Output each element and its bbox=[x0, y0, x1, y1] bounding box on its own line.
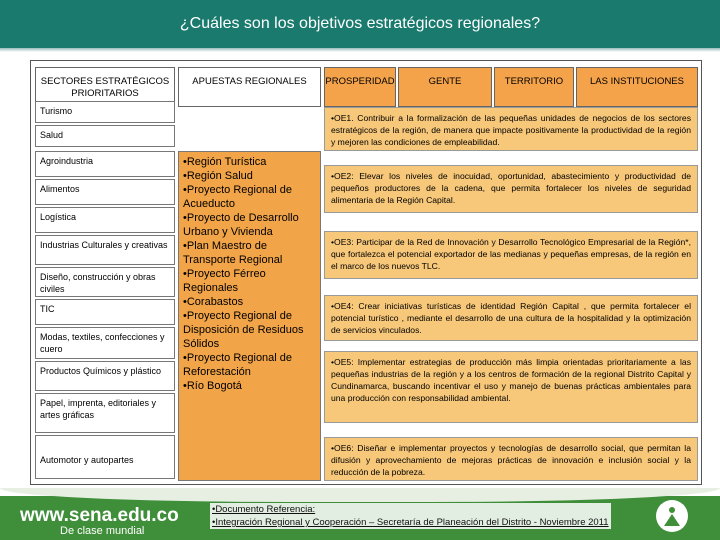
objective-oe6: •OE6: Diseñar e implementar proyectos y tecnologías de desarrollo social, que permitan la difusión y aprovechamiento de mejoras prácticas de innovación e inclusión social y la reducción de la pobreza. bbox=[324, 437, 698, 481]
sena-url-link[interactable]: www.sena.edu.co bbox=[20, 505, 179, 526]
apuesta-item: •Proyecto Férreo Regionales bbox=[183, 268, 266, 294]
header-territorio: TERRITORIO bbox=[494, 67, 574, 107]
sector-cell: Turismo bbox=[35, 101, 175, 123]
sector-cell: Alimentos bbox=[35, 179, 175, 205]
apuesta-item: •Proyecto de Desarrollo Urbano y Vivienda bbox=[183, 212, 299, 238]
sector-cell: Automotor y autopartes bbox=[35, 435, 175, 479]
apuesta-item: •Proyecto Regional de Reforestación bbox=[183, 352, 293, 378]
sena-logo-icon bbox=[656, 500, 688, 532]
objective-oe3: •OE3: Participar de la Red de Innovación y Desarrollo Tecnológico Empresarial de la Región*, que fortalezca el potencial exportador de las medianas y pequeñas empresas, de la región en el marco de los nuevos TLC. bbox=[324, 231, 698, 279]
header-instituciones: LAS INSTITUCIONES bbox=[576, 67, 698, 107]
sector-cell: Salud bbox=[35, 125, 175, 147]
sector-cell: Agroindustria bbox=[35, 151, 175, 177]
page-title: ¿Cuáles son los objetivos estratégicos regionales? bbox=[179, 15, 541, 32]
sector-cell: Diseño, construcción y obras civiles bbox=[35, 267, 175, 297]
header-apuestas: APUESTAS REGIONALES bbox=[178, 67, 321, 107]
apuesta-item: •Corabastos bbox=[183, 296, 244, 308]
header-prosperidad: PROSPERIDAD bbox=[324, 67, 396, 107]
apuesta-item: •Río Bogotá bbox=[183, 380, 242, 392]
sena-tagline: De clase mundial bbox=[60, 525, 145, 537]
objective-oe1: •OE1. Contribuir a la formalización de las pequeñas unidades de negocios de los sectores estratégicos de la región, de manera que impacte positivamente la productividad de la región y mejoren las condiciones de empleabilidad. bbox=[324, 107, 698, 151]
header-sectores: SECTORES ESTRATÉGICOS PRIORITARIOS bbox=[35, 67, 175, 107]
title-bar bbox=[0, 0, 720, 48]
apuestas-list bbox=[178, 151, 321, 481]
title-shadow bbox=[0, 48, 720, 52]
objective-oe2: •OE2: Elevar los niveles de inocuidad, oportunidad, abastecimiento y productividad de pequeños productores de la cadena, que permita fortalecer los niveles de seguridad alimentaria de la Región Capital. bbox=[324, 165, 698, 213]
apuesta-item: •Proyecto Regional de Acueducto bbox=[183, 184, 293, 210]
sector-cell: Modas, textiles, confecciones y cuero bbox=[35, 327, 175, 359]
sector-cell: Logística bbox=[35, 207, 175, 233]
sector-cell: TIC bbox=[35, 299, 175, 325]
references bbox=[210, 503, 611, 529]
objectives-table bbox=[30, 60, 702, 485]
sector-cell: Industrias Culturales y creativas bbox=[35, 235, 175, 265]
apuesta-item: •Región Turística bbox=[183, 156, 267, 168]
apuesta-item: •Región Salud bbox=[183, 170, 253, 182]
apuesta-item: •Proyecto Regional de Disposición de Residuos Sólidos bbox=[183, 310, 304, 350]
objective-oe5: •OE5: Implementar estrategias de producción más limpia orientadas prioritariamente a las pequeñas industrias de la región y a los centros de formación de la regional Distrito Capital y Cundinamarca, buscando incentivar el uso y manejo de buenas prácticas ambientales para una producción con responsabilidad ambiental. bbox=[324, 351, 698, 423]
sector-cell: Papel, imprenta, editoriales y artes gráficas bbox=[35, 393, 175, 433]
sector-cell: Productos Químicos y plástico bbox=[35, 361, 175, 391]
objective-oe4: •OE4: Crear iniciativas turísticas de identidad Región Capital , que permita fortalecer el potencial turístico , mediante el desarrollo de una cultura de la hospitalidad y la optimización de servicios vinculados. bbox=[324, 295, 698, 341]
reference-link-1[interactable]: •Documento Referencia: bbox=[212, 504, 316, 515]
header-gente: GENTE bbox=[398, 67, 492, 107]
reference-link-2[interactable]: •Integración Regional y Cooperación – Secretaría de Planeación del Distrito - Noviembre 2011 bbox=[212, 517, 609, 528]
apuesta-item: •Plan Maestro de Transporte Regional bbox=[183, 240, 283, 266]
